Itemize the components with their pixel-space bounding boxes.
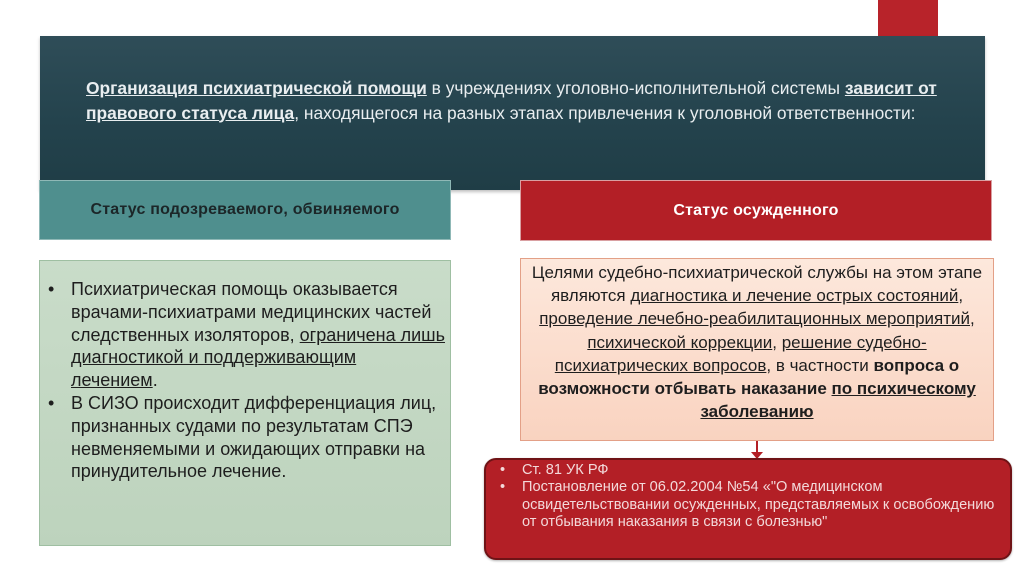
list-item xyxy=(46,392,446,483)
legal-references-list xyxy=(498,462,998,532)
list-item-emphasis: ограничена лишь диагностикой и поддерживающим лечением xyxy=(71,324,445,391)
list-item-period: . xyxy=(152,370,158,391)
intro-text-end: , находящегося на разных этапах привлечения к уголовной ответственности: xyxy=(294,102,916,123)
goal-forensic-questions: решение судебно-психиатрических вопросов xyxy=(554,332,927,375)
goal-sentence-question: вопроса о возможности отбывать наказание xyxy=(538,355,960,399)
goals-particular: , в частности xyxy=(766,355,874,375)
goal-correction: психической коррекции xyxy=(587,332,773,352)
list-item-text: Психиатрическая помощь оказывается врачами-психиатрами медицинских частей следственных изоляторов, xyxy=(71,279,432,345)
goal-sentence-question-disease: по психическому заболеванию xyxy=(700,379,976,422)
list-item: • Постановление от 06.02.2004 №54 «"О медицинском освидетельствовании осужденных, представляемых к освобождению от отбывания наказания в связи с болезнью" xyxy=(498,479,998,531)
goal-diagnostics: диагностика и лечение острых состояний xyxy=(630,286,959,306)
intro-text: в учреждениях уголовно-исполнительной системы xyxy=(426,78,845,98)
convict-status-header: Статус осужденного xyxy=(520,180,992,241)
separator: , xyxy=(772,332,782,352)
list-item: • Ст. 81 УК РФ xyxy=(498,462,998,479)
goal-rehabilitation: проведение лечебно-реабилитационных мероприятий xyxy=(539,309,971,329)
separator: , xyxy=(970,309,975,329)
list-item xyxy=(46,278,446,392)
suspect-status-list xyxy=(46,278,446,483)
convict-status-text xyxy=(526,261,988,423)
intro-paragraph xyxy=(86,76,946,125)
separator: , xyxy=(958,286,964,306)
intro-keyphrase-organization: Организация психиатрической помощи xyxy=(86,78,427,98)
suspect-status-header: Статус подозреваемого, обвиняемого xyxy=(39,180,451,240)
goals-intro: Целями судебно-психиатрической службы на этом этапе являются xyxy=(531,263,983,306)
intro-keyphrase-legal-status: зависит от правового статуса лица xyxy=(86,78,937,123)
list-item-text: В СИЗО происходит дифференциация лиц, признанных судами по результатам СПЭ невменяемыми и ожидающих отправки на принудительное лечение. xyxy=(71,392,437,482)
